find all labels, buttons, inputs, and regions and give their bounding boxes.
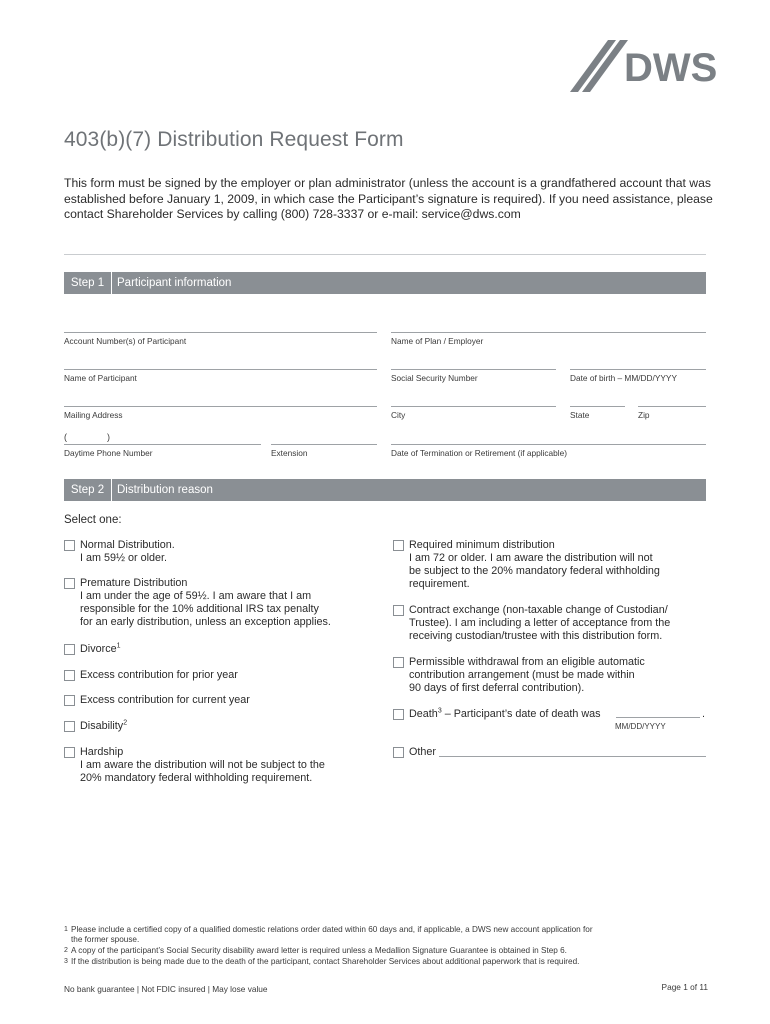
step1-header	[64, 272, 706, 294]
participant-name-field[interactable]	[64, 369, 377, 370]
city-label: City	[391, 410, 406, 420]
checkbox[interactable]	[64, 578, 75, 589]
dob-label: Date of birth – MM/DD/YYYY	[570, 373, 677, 383]
plan-name-label: Name of Plan / Employer	[391, 336, 484, 346]
select-one-label: Select one:	[64, 514, 122, 526]
option-other[interactable]	[393, 746, 706, 761]
footnote-number: 3	[64, 958, 68, 965]
phone-area-close: )	[107, 432, 110, 442]
extension-label: Extension	[271, 448, 308, 458]
footnote-ref: 2	[123, 719, 128, 727]
step2-header	[64, 479, 706, 501]
option-title: Death	[409, 708, 438, 720]
option-permissible-withdrawal[interactable]	[393, 656, 706, 698]
option-title: Normal Distribution.	[80, 539, 175, 551]
checkbox[interactable]	[393, 605, 404, 616]
option-title: Divorce	[80, 643, 117, 655]
form-intro: This form must be signed by the employer or plan administrator (unless the account is a grandfathered account that was established before January 1, 2009, in which case the Participant’s signature is required). If you need assistance, please contact Shareholder Services by calling (800) 728-3337 or e-mail: service@dws.com	[64, 176, 713, 221]
date-of-death-field[interactable]	[616, 717, 700, 718]
option-title: Disability	[80, 720, 124, 732]
option-description: for an early distribution, unless an exception applies.	[80, 616, 331, 628]
checkbox[interactable]	[64, 747, 75, 758]
option-required-minimum-distribution[interactable]	[393, 539, 706, 593]
checkbox[interactable]	[393, 747, 404, 758]
checkbox[interactable]	[64, 721, 75, 732]
extension-field[interactable]	[271, 444, 377, 445]
date-of-death-format: MM/DD/YYYY	[615, 722, 666, 731]
option-title: Contract exchange (non-taxable change of Custodian/	[409, 604, 668, 616]
account-numbers-field[interactable]	[64, 332, 377, 333]
option-description: receiving custodian/trustee with this distribution form.	[409, 630, 663, 642]
option-death[interactable]	[393, 708, 706, 734]
section-divider	[64, 254, 706, 255]
checkbox[interactable]	[64, 540, 75, 551]
option-description: responsible for the 10% additional IRS tax penalty	[80, 603, 319, 615]
option-hardship[interactable]	[64, 746, 384, 788]
option-contract-exchange[interactable]	[393, 604, 706, 646]
option-title: Other	[409, 746, 437, 758]
step1-title: Participant information	[117, 277, 232, 289]
option-description: 20% mandatory federal withholding requirement.	[80, 772, 313, 784]
option-description: I am under the age of 59½. I am aware that I am	[80, 590, 312, 602]
footnote-ref: 1	[116, 642, 121, 650]
mailing-address-field[interactable]	[64, 406, 377, 407]
option-title: Premature Distribution	[80, 577, 188, 589]
form-title: 403(b)(7) Distribution Request Form	[64, 128, 404, 151]
page-number: Page 1 of 11	[661, 982, 708, 992]
option-description: I am 72 or older. I am aware the distribution will not	[409, 552, 653, 564]
option-description: be subject to the 20% mandatory federal withholding	[409, 565, 660, 577]
option-title: Required minimum distribution	[409, 539, 555, 551]
option-description: – Participant’s date of death was	[441, 708, 601, 720]
account-numbers-label: Account Number(s) of Participant	[64, 336, 187, 346]
city-field[interactable]	[391, 406, 556, 407]
option-description: contribution arrangement (must be made within	[409, 669, 635, 681]
footnote-1	[64, 925, 704, 947]
footnote-text: If the distribution is being made due to the death of the participant, contact Shareholder Services about additional paperwork that is required.	[71, 957, 580, 966]
option-excess-prior-year[interactable]	[64, 669, 384, 684]
footnote-number: 1	[64, 926, 68, 933]
footnote-3	[64, 957, 704, 968]
option-description: requirement.	[409, 578, 470, 590]
termination-date-field[interactable]	[391, 444, 706, 445]
checkbox[interactable]	[64, 644, 75, 655]
logo-wordmark: DWS	[624, 46, 718, 90]
footnote-text: Please include a certified copy of a qualified domestic relations order dated within 60 days and, if applicable, a DWS new account application for	[71, 925, 593, 934]
option-excess-current-year[interactable]	[64, 694, 384, 709]
dob-field[interactable]	[570, 369, 706, 370]
footnote-text: the former spouse.	[71, 935, 140, 945]
checkbox[interactable]	[64, 670, 75, 681]
step2-title: Distribution reason	[117, 484, 213, 496]
phone-label: Daytime Phone Number	[64, 448, 153, 458]
option-title: Excess contribution for current year	[80, 694, 250, 706]
checkbox[interactable]	[64, 695, 75, 706]
footnote-ref: 3	[437, 707, 442, 715]
termination-date-label: Date of Termination or Retirement (if applicable)	[391, 448, 568, 458]
footnote-text: A copy of the participant’s Social Security disability award letter is required unless a Medallion Signature Guarantee is obtained in Step 6.	[71, 946, 567, 955]
state-label: State	[570, 410, 590, 420]
phone-field[interactable]	[64, 444, 261, 445]
mailing-address-label: Mailing Address	[64, 410, 123, 420]
checkbox[interactable]	[393, 540, 404, 551]
option-divorce[interactable]	[64, 643, 384, 658]
phone-area-open: (	[64, 432, 67, 442]
option-title: Hardship	[80, 746, 124, 758]
other-reason-field[interactable]	[439, 756, 706, 757]
option-description: I am aware the distribution will not be subject to the	[80, 759, 325, 771]
option-title: Excess contribution for prior year	[80, 669, 238, 681]
ssn-label: Social Security Number	[391, 373, 478, 383]
ssn-field[interactable]	[391, 369, 556, 370]
state-field[interactable]	[570, 406, 625, 407]
zip-field[interactable]	[638, 406, 706, 407]
option-title: Permissible withdrawal from an eligible automatic	[409, 656, 645, 668]
step1-number: Step 1	[64, 272, 112, 294]
option-premature-distribution[interactable]	[64, 577, 384, 631]
option-description: I am 59½ or older.	[80, 552, 168, 564]
footnote-number: 2	[64, 947, 68, 954]
participant-name-label: Name of Participant	[64, 373, 137, 383]
option-description: 90 days of first deferral contribution).	[409, 682, 585, 694]
plan-name-field[interactable]	[391, 332, 706, 333]
option-description: Trustee). I am including a letter of acceptance from the	[409, 617, 671, 629]
option-disability[interactable]	[64, 720, 384, 735]
step2-number: Step 2	[64, 479, 112, 501]
dws-logo	[568, 34, 728, 94]
checkbox[interactable]	[393, 709, 404, 720]
footer-disclaimer: No bank guarantee | Not FDIC insured | May lose value	[64, 984, 268, 994]
footnote-2	[64, 946, 704, 957]
option-normal-distribution[interactable]	[64, 539, 384, 567]
date-of-death-period: .	[702, 708, 705, 720]
zip-label: Zip	[638, 410, 650, 420]
checkbox[interactable]	[393, 657, 404, 668]
